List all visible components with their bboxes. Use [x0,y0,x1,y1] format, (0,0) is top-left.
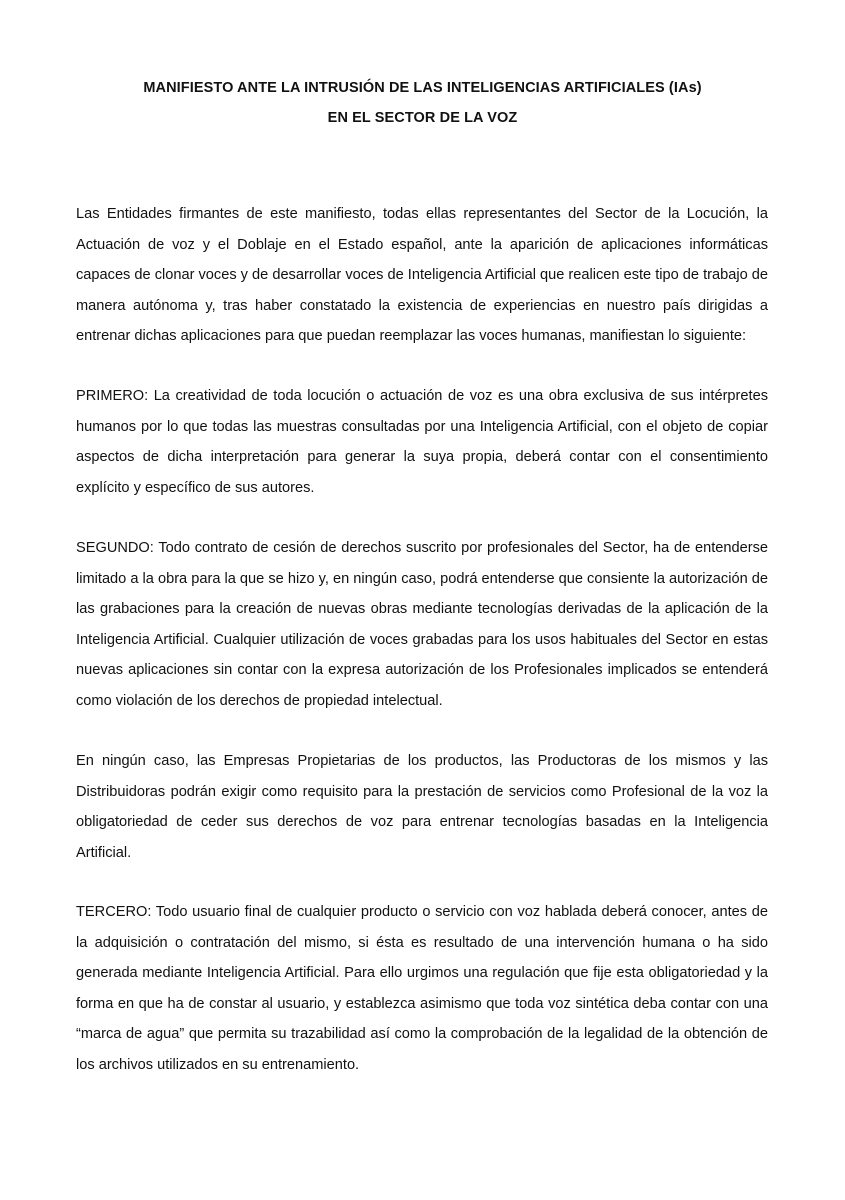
paragraph-ningun-caso: En ningún caso, las Empresas Propietarias de los productos, las Productoras de los mismos y las Distribuidoras podrán exigir como requisito para la prestación de servicios como Profesional de la voz la obligatoriedad de ceder sus derechos de voz para entrenar tecnologías basadas en la Inteligencia Artificial. [76,753,768,861]
document-title-line-2: EN EL SECTOR DE LA VOZ [327,110,518,126]
paragraph-segundo: SEGUNDO: Todo contrato de cesión de derechos suscrito por profesionales del Sector, ha de entenderse limitado a la obra para la que se hizo y, en ningún caso, podrá entenderse que consiente la autorización de las grabaciones para la creación de nuevas obras mediante tecnologías derivadas de la aplicación de la Inteligencia Artificial. Cualquier utilización de voces grabadas para los usos habituales del Sector en estas nuevas aplicaciones sin contar con la expresa autorización de los Profesionales implicados se entenderá como violación de los derechos de propiedad intelectual. [76,540,768,709]
document-title-line-1: MANIFIESTO ANTE LA INTRUSIÓN DE LAS INTELIGENCIAS ARTIFICIALES (IAs) [143,80,702,96]
paragraph-primero: PRIMERO: La creatividad de toda locución o actuación de voz es una obra exclusiva de sus intérpretes humanos por lo que todas las muestras consultadas por una Inteligencia Artificial, con el objeto de copiar aspectos de dicha interpretación para generar la suya propia, deberá contar con el consentimiento explícito y específico de sus autores. [76,388,768,496]
paragraph-tercero: TERCERO: Todo usuario final de cualquier producto o servicio con voz hablada deberá conocer, antes de la adquisición o contratación del mismo, si ésta es resultado de una intervención humana o ha sido generada mediante Inteligencia Artificial. Para ello urgimos una regulación que fije esta obligatoriedad y la forma en que ha de constar al usuario, y establezca asimismo que toda voz sintética deba contar con una “marca de agua” que permita su trazabilidad así como la comprobación de la legalidad de la obtención de los archivos utilizados en su entrenamiento. [76,904,768,1073]
paragraph-intro: Las Entidades firmantes de este manifiesto, todas ellas representantes del Sector de la Locución, la Actuación de voz y el Doblaje en el Estado español, ante la aparición de aplicaciones informáticas capaces de clonar voces y de desarrollar voces de Inteligencia Artificial que realicen este tipo de trabajo de manera autónoma y, tras haber constatado la existencia de experiencias en nuestro país dirigidas a entrenar dichas aplicaciones para que puedan reemplazar las voces humanas, manifiestan lo siguiente: [76,206,768,344]
